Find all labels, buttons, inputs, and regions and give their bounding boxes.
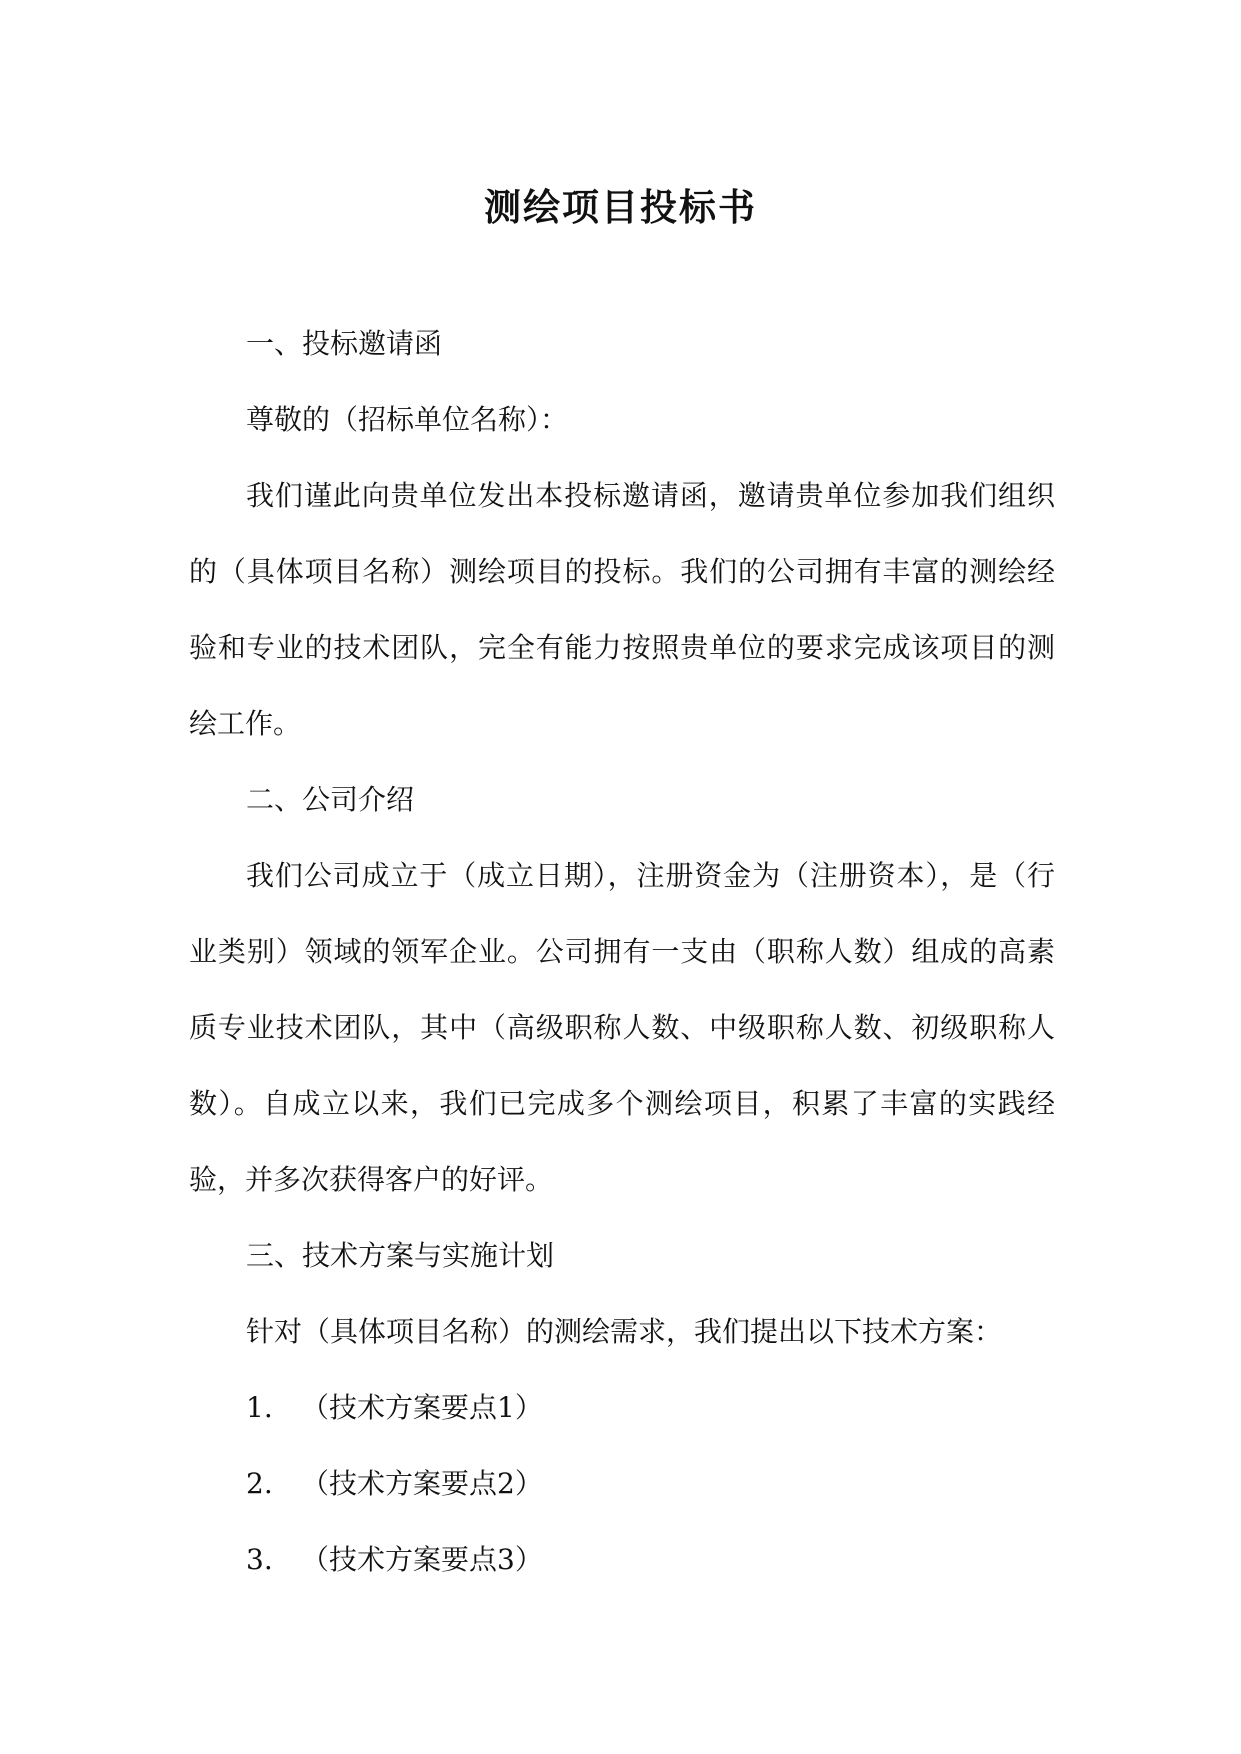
section-heading-company: 二、公司介绍 (246, 783, 415, 816)
document-body (189, 306, 1055, 1598)
salutation: 尊敬的（招标单位名称）： (246, 403, 569, 436)
technical-intro: 针对（具体项目名称）的测绘需求，我们提出以下技术方案： (246, 1315, 1003, 1348)
section-heading-technical: 三、技术方案与实施计划 (246, 1239, 555, 1272)
company-paragraph: 我们公司成立于（成立日期），注册资金为（注册资本），是（行业类别）领域的领军企业。公司拥有一支由（职称人数）组成的高素质专业技术团队，其中（高级职称人数、中级职称人数、初级职称人数）。自成立以来，我们已完成多个测绘项目，积累了丰富的实践经验，并多次获得客户的好评。 (189, 859, 1055, 1196)
list-item-text: （技术方案要点1） (301, 1391, 543, 1424)
list-item (189, 1370, 1055, 1446)
list-item-number: 1. (246, 1391, 273, 1424)
section-heading-invitation: 一、投标邀请函 (246, 327, 443, 360)
document-title: 测绘项目投标书 (484, 185, 757, 229)
list-item-text: （技术方案要点2） (301, 1467, 543, 1500)
list-item (189, 1522, 1055, 1598)
invitation-paragraph: 我们谨此向贵单位发出本投标邀请函，邀请贵单位参加我们组织的（具体项目名称）测绘项目的投标。我们的公司拥有丰富的测绘经验和专业的技术团队，完全有能力按照贵单位的要求完成该项目的测绘工作。 (189, 479, 1055, 740)
list-item-text: （技术方案要点3） (301, 1543, 543, 1576)
list-item-number: 2. (246, 1467, 273, 1500)
list-item (189, 1446, 1055, 1522)
list-item-number: 3. (246, 1543, 273, 1576)
